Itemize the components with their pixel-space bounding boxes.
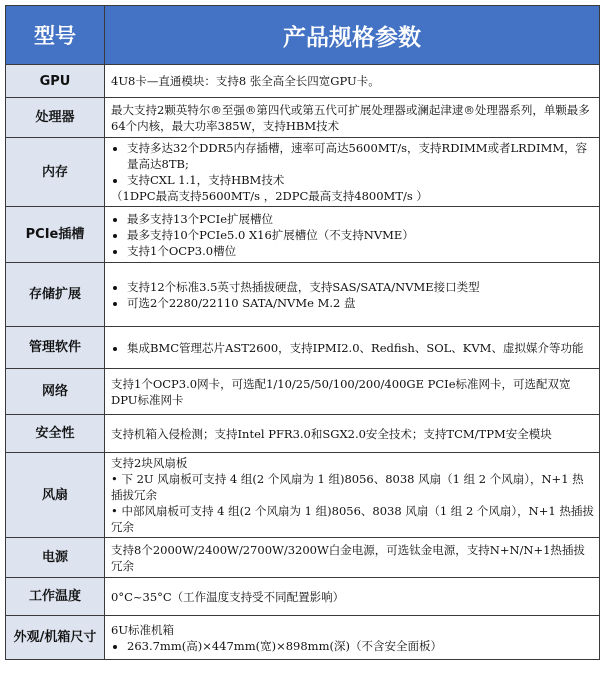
label-gpu: GPU bbox=[6, 65, 105, 98]
text-line: 支持机箱入侵检测；支持Intel PFR3.0和SGX2.0安全技术；支持TCM/TPM安全模块 bbox=[111, 426, 552, 441]
value-dimensions bbox=[105, 616, 600, 660]
value-security bbox=[105, 415, 600, 453]
label-dimensions: 外观/机箱尺寸 bbox=[6, 616, 105, 660]
value-cpu bbox=[105, 98, 600, 138]
value-memory bbox=[105, 138, 600, 207]
row-temperature bbox=[6, 578, 600, 616]
label-power: 电源 bbox=[6, 538, 105, 578]
label-memory: 内存 bbox=[6, 138, 105, 207]
row-management bbox=[6, 327, 600, 369]
row-network bbox=[6, 369, 600, 415]
value-fan bbox=[105, 453, 600, 538]
text-line: 支持8个2000W/2400W/2700W/3200W白金电源，可选钛金电源，支持N+N/N+1热插拔冗余 bbox=[111, 542, 585, 573]
value-network bbox=[105, 369, 600, 415]
row-fan bbox=[6, 453, 600, 538]
row-power bbox=[6, 538, 600, 578]
list-item: • 集成BMC管理芯片AST2600，支持IPMI2.0、Redfish、SOL、KVM、虚拟媒介等功能 bbox=[127, 340, 595, 356]
row-dimensions bbox=[6, 616, 600, 660]
text-line: 支持2块风扇板 bbox=[111, 456, 188, 470]
text-line: （1DPC最高支持5600MT/s ，2DPC最高支持4800MT/s ） bbox=[111, 189, 428, 203]
text-line: 0°C~35°C（工作温度支持受不同配置影响） bbox=[111, 589, 345, 604]
row-cpu bbox=[6, 98, 600, 138]
list-item: • 支持CXL 1.1，支持HBM技术 bbox=[127, 172, 595, 188]
list-item: • 263.7mm(高)×447mm(宽)×898mm(深)（不含安全面板） bbox=[127, 638, 595, 654]
label-cpu: 处理器 bbox=[6, 98, 105, 138]
list-item: • 最多支持13个PCIe扩展槽位 bbox=[127, 211, 595, 227]
value-power bbox=[105, 538, 600, 578]
text-line: 支持1个OCP3.0网卡，可选配1/10/25/50/100/200/400GE PCIe标准网卡，可选配双宽DPU标准网卡 bbox=[111, 376, 571, 407]
spec-table bbox=[5, 5, 600, 660]
label-storage: 存储扩展 bbox=[6, 263, 105, 327]
list-item: • 支持多达32个DDR5内存插槽，速率可高达5600MT/s，支持RDIMM或者LRDIMM，容量高达8TB; bbox=[127, 140, 595, 172]
row-memory bbox=[6, 138, 600, 207]
header-model: 型号 bbox=[6, 6, 105, 65]
text-line: • 中部风扇板可支持 4 组(2 个风扇为 1 组)8056、8038 风扇（1 组 2 个风扇），N+1 热插拔冗余 bbox=[111, 504, 594, 534]
label-pcie: PCIe插槽 bbox=[6, 207, 105, 263]
label-network: 网络 bbox=[6, 369, 105, 415]
value-storage bbox=[105, 263, 600, 327]
text-line: 6U标准机箱 bbox=[111, 622, 175, 637]
text-line: • 下 2U 风扇板可支持 4 组(2 个风扇为 1 组)8056、8038 风扇（1 组 2 个风扇），N+1 热插拔冗余 bbox=[111, 472, 584, 502]
text-line: 4U8卡—直通模块：支持8 张全高全长四宽GPU卡。 bbox=[111, 74, 380, 88]
label-fan: 风扇 bbox=[6, 453, 105, 538]
row-gpu bbox=[6, 65, 600, 98]
value-pcie bbox=[105, 207, 600, 263]
label-security: 安全性 bbox=[6, 415, 105, 453]
text-line: 最大支持2颗英特尔®至强®第四代或第五代可扩展处理器或澜起津逮®处理器系列，单颗最多64个内核，最大功率385W，支持HBM技术 bbox=[111, 102, 590, 133]
row-security bbox=[6, 415, 600, 453]
label-management: 管理软件 bbox=[6, 327, 105, 369]
value-gpu bbox=[105, 65, 600, 98]
value-management bbox=[105, 327, 600, 369]
row-storage bbox=[6, 263, 600, 327]
label-temperature: 工作温度 bbox=[6, 578, 105, 616]
value-temperature bbox=[105, 578, 600, 616]
table-header bbox=[6, 6, 600, 65]
list-item: • 支持12个标准3.5英寸热插拔硬盘，支持SAS/SATA/NVME接口类型 bbox=[127, 279, 595, 295]
list-item: • 可选2个2280/22110 SATA/NVMe M.2 盘 bbox=[127, 295, 595, 311]
header-spec: 产品规格参数 bbox=[105, 6, 600, 65]
list-item: • 支持1个OCP3.0槽位 bbox=[127, 243, 595, 259]
row-pcie bbox=[6, 207, 600, 263]
list-item: • 最多支持10个PCIe5.0 X16扩展槽位（不支持NVME） bbox=[127, 227, 595, 243]
